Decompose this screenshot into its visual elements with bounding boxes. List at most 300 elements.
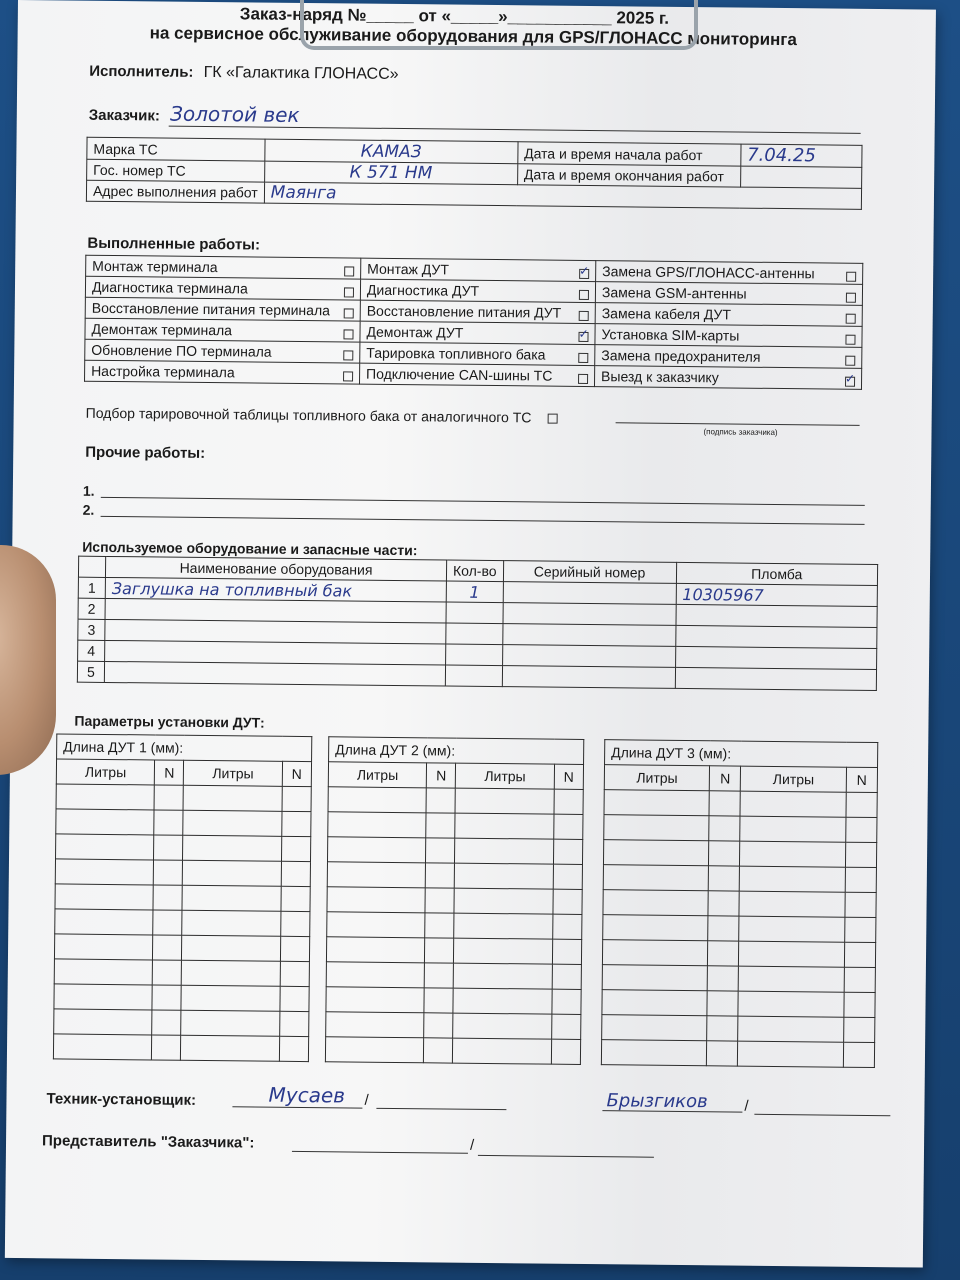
address-value: Маянга [264,182,861,209]
vehicle-table [86,137,863,210]
dut-row [54,984,309,1012]
equipment-serial [503,603,676,626]
works-checkbox[interactable] [578,374,588,384]
works-checkbox[interactable] [344,308,354,318]
dut-cell [601,1040,707,1066]
dut-row [54,959,309,987]
start-label: Дата и время начала работ [518,142,741,166]
dut-cell [325,1037,424,1063]
works-checkbox[interactable] [579,311,589,321]
dut-cell [844,942,876,967]
dut-cell [707,1041,738,1066]
dut-cell [554,814,583,839]
dut-cell [426,788,455,813]
equipment-header-qty: Кол-во [446,560,503,582]
dut-cell [604,790,710,816]
dut-cell [54,934,153,960]
dut-cell [738,1041,844,1067]
dut-cell [740,816,846,842]
dut-cell [553,864,582,889]
works-label: Диагностика терминала [91,278,248,297]
dut-cell [843,1042,875,1067]
dut-cell [182,885,281,911]
works-label: Тарировка топливного бака [366,344,546,363]
works-label: Диагностика ДУТ [366,281,480,299]
equipment-qty: 1 [446,581,503,603]
dut-row [602,1015,875,1043]
dut-cell [425,888,454,913]
dut-cell [326,1012,425,1038]
dut-cell [152,1010,181,1035]
equipment-qty [446,602,503,624]
equipment-num: 5 [77,661,104,682]
dut-cell [425,963,454,988]
dut-cell [281,836,310,861]
dut-row [602,940,875,968]
dut-row [604,815,877,843]
works-checkbox[interactable] [845,356,855,366]
works-cell [595,303,862,327]
dut-cell [282,786,311,811]
dut-row [55,859,310,887]
works-label: Демонтаж ДУТ [366,323,464,341]
dut-cell [551,1039,580,1064]
works-checkbox[interactable] [846,293,856,303]
dut-cell [327,912,426,938]
customer-signature-line [616,422,860,426]
works-cell [360,300,595,323]
dut-cell [153,960,182,985]
dut-cell [454,963,553,989]
clipboard-clip [300,0,698,50]
dut-col-n: N [846,767,878,792]
equipment-seal [676,604,878,627]
dut-row [326,987,581,1015]
dut-cell [602,965,708,991]
dut-row [327,862,582,890]
works-cell [595,282,862,306]
dut-cell [282,811,311,836]
dut-cell [708,916,739,941]
thumb [0,545,56,775]
dut-row [54,934,309,962]
works-checkbox[interactable] [846,272,856,282]
dut-cell [55,884,154,910]
works-label: Демонтаж терминала [91,320,233,339]
works-label: Монтаж ДУТ [367,260,450,278]
equipment-title: Используемое оборудование и запасные части: [82,538,418,559]
dut-row [603,890,876,918]
works-label: Выезд к заказчику [601,368,719,386]
equipment-serial [502,666,675,689]
dut-cell [54,1009,153,1035]
dut-row [56,834,311,862]
works-cell [85,360,360,384]
dut-cell [845,817,877,842]
dut-row [328,787,583,815]
dut-cell [326,937,425,963]
dut-cell [707,991,738,1016]
equipment-serial [503,582,676,605]
works-label: Восстановление питания ДУТ [366,302,562,321]
dut-row [55,909,310,937]
dut-cell [327,837,426,863]
dut-col-litres: Литры [741,766,847,792]
dut-row [328,812,583,840]
dut-table-1 [53,733,312,1062]
dut-cell [739,966,845,992]
dut-col-litres: Литры [184,760,283,786]
dut-cell [181,1010,280,1036]
works-checkbox[interactable] [845,377,855,387]
dut-cell [279,1011,308,1036]
works-cell [594,366,861,390]
dut-cell [425,938,454,963]
dut-cell [602,990,708,1016]
dut-cell [426,838,455,863]
dut-cell [183,810,282,836]
dut-row [327,912,582,940]
dut-cell [153,885,182,910]
works-checkbox[interactable] [579,290,589,300]
works-label: Подключение CAN-шины ТС [366,365,553,384]
dut-cell [554,789,583,814]
dut-cell [603,865,709,891]
works-checkbox[interactable] [343,329,353,339]
dut-cell [54,984,153,1010]
dut-cell [738,991,844,1017]
technician-sign-line [602,1110,742,1112]
other-works-line-2 [101,516,865,525]
dut-cell [152,985,181,1010]
dut-cell [553,839,582,864]
works-label: Замена GPS/ГЛОНАСС-антенны [602,263,815,282]
works-title: Выполненные работы: [87,234,261,254]
dut-title: Параметры установки ДУТ: [74,712,265,731]
technician-sign-decode-line [754,1114,890,1116]
customer-value: Золотой век [169,101,300,127]
works-label: Обновление ПО терминала [91,341,272,360]
dut-cell [552,964,581,989]
equipment-num: 3 [78,619,105,640]
dut-cell [183,860,282,886]
dut-row [603,915,876,943]
works-cell [86,255,361,279]
equipment-seal: 10305967 [676,583,878,606]
works-checkbox[interactable] [343,350,353,360]
dut-cell [280,986,309,1011]
works-label: Монтаж терминала [92,257,218,276]
dut-row [327,887,582,915]
works-cell [359,363,594,386]
tariff-checkbox[interactable] [547,414,557,424]
dut-cell [54,959,153,985]
dut-row [602,965,875,993]
dut-cell [181,1035,280,1061]
works-cell [85,297,360,321]
dut-cell [183,785,282,811]
dut-col-litres: Литры [604,765,710,791]
plate-label: Гос. номер ТС [87,159,265,182]
dut-cell [740,791,846,817]
dut-cell [708,941,739,966]
equipment-qty [445,665,502,687]
dut-cell [552,914,581,939]
dut-cell [739,916,845,942]
customer-rep-decode-line [478,1155,654,1158]
equipment-num: 2 [78,598,105,619]
dut-cell [154,810,183,835]
equipment-name: Заглушка на топливный бак [105,577,446,602]
dut-col-n: N [155,760,184,785]
tariff-label: Подбор тарировочной таблицы топливного бака от аналогичного ТС [85,404,532,426]
equipment-seal [675,646,877,669]
dut-row [326,1012,581,1040]
dut-cell [845,867,877,892]
other-works-title: Прочие работы: [85,443,206,462]
dut-cell [603,840,709,866]
dut-cell [844,992,876,1017]
dut-cell [326,962,425,988]
works-label: Настройка терминала [91,362,235,381]
dut-row [54,1009,309,1037]
dut-table-2 [325,736,584,1065]
equipment-header-serial: Серийный номер [503,561,676,584]
dut-cell [424,1013,453,1038]
other-works-line-1 [101,497,865,506]
works-checkbox[interactable] [344,287,354,297]
dut-col-litres: Литры [456,763,555,789]
equipment-num: 1 [78,577,105,598]
dut-cell [183,835,282,861]
equipment-header-name: Наименование оборудования [105,556,446,581]
dut-cell [426,813,455,838]
dut-cell [552,989,581,1014]
dut-cell [707,966,738,991]
works-cell [596,261,863,285]
dut-row [325,1037,580,1065]
dut-cell [56,809,155,835]
dut-cell [708,866,739,891]
works-cell [360,279,595,302]
dut-row [55,884,310,912]
dut-cell [153,935,182,960]
dut-cell [280,961,309,986]
works-cell [360,321,595,344]
works-cell [85,339,360,363]
plate-value: К 571 НМ [264,161,517,185]
dut-cell [844,917,876,942]
dut-cell [281,886,310,911]
dut-cell [281,861,310,886]
dut-table-3 [601,739,878,1068]
address-label: Адрес выполнения работ [86,180,264,203]
dut-cell [739,941,845,967]
dut-col-n: N [427,763,456,788]
technician-sign: Брызгиков [606,1090,708,1113]
dut-col-n: N [282,761,311,786]
dut-cell [603,915,709,941]
equipment-seal [675,625,877,648]
brand-value: КАМАЗ [265,139,518,164]
dut-cell [602,940,708,966]
dut-cell [279,1036,308,1061]
dut-col-litres: Литры [328,762,427,788]
dut-cell [181,985,280,1011]
customer-label: Заказчик: [88,106,160,125]
header-line-1: Заказ-наряд №_____ от «_____»___________ 2025 г. [239,4,670,28]
equipment-qty [446,644,503,666]
dut-cell [553,889,582,914]
works-checkbox[interactable] [579,269,589,279]
start-value: 7.04.25 [741,144,863,167]
dut-cell [280,911,309,936]
works-label: Замена GSM-антенны [601,284,747,302]
dut-cell [56,834,155,860]
dut-cell [602,1015,708,1041]
dut-table-title: Длина ДУТ 1 (мм): [57,734,312,762]
works-label: Замена предохранителя [601,347,761,365]
dut-col-n: N [554,764,583,789]
works-cell [595,324,862,348]
technician-slash: / [364,1091,369,1109]
end-label: Дата и время окончания работ [517,164,740,187]
works-cell [595,345,862,369]
dut-cell [327,887,426,913]
dut-cell [709,816,740,841]
header-line-2: на сервисное обслуживание оборудования для GPS/ГЛОНАСС мониторинга [149,23,797,50]
equipment-num: 4 [78,640,105,661]
executor-row [89,63,399,84]
dut-row [603,865,876,893]
dut-row [56,809,311,837]
dut-cell [739,891,845,917]
dut-row [601,1040,874,1068]
dut-cell [453,1038,552,1064]
dut-cell [182,960,281,986]
dut-cell [56,784,155,810]
dut-cell [424,988,453,1013]
dut-cell [844,967,876,992]
equipment-table [77,556,878,691]
equipment-serial [502,624,675,647]
dut-col-n: N [710,766,741,791]
dut-cell [328,812,427,838]
dut-row [326,962,581,990]
equipment-qty [446,623,503,645]
dut-cell [55,859,154,885]
equipment-name [104,661,445,686]
dut-row [327,837,582,865]
dut-cell [708,891,739,916]
executor-value: ГК «Галактика ГЛОНАСС» [203,63,399,83]
works-cell [361,258,596,281]
customer-rep-line [292,1151,468,1154]
customer-rep-slash: / [469,1136,475,1154]
dut-cell [454,938,553,964]
works-cell [360,342,595,365]
dut-row [602,990,875,1018]
dut-cell [153,910,182,935]
works-cell [85,276,360,300]
dut-cell [182,910,281,936]
dut-cell [709,791,740,816]
dut-cell [154,835,183,860]
works-cell [85,318,360,342]
work-order-sheet [5,0,936,1268]
dut-cell [454,913,553,939]
dut-cell [426,863,455,888]
dut-cell [843,1017,875,1042]
dut-cell [845,892,877,917]
works-checkbox[interactable] [578,353,588,363]
works-checkbox[interactable] [845,335,855,345]
dut-table-title: Длина ДУТ 2 (мм): [329,737,584,765]
dut-cell [455,788,554,814]
dut-cell [455,863,554,889]
customer-row [89,101,861,135]
works-label: Установка SIM-карты [601,326,740,344]
dut-cell [424,1038,453,1063]
other-works-item-2: 2. [82,501,95,518]
dut-cell [551,1014,580,1039]
dut-cell [326,987,425,1013]
customer-rep-label: Представитель "Заказчика": [41,1132,255,1152]
works-checkbox[interactable] [846,314,856,324]
dut-cell [845,842,877,867]
dut-row [53,1034,308,1062]
dut-cell [740,866,846,892]
equipment-serial [502,645,675,668]
dut-cell [327,862,426,888]
dut-cell [738,1016,844,1042]
dut-cell [604,815,710,841]
other-works-item-1: 1. [82,482,95,499]
dut-cell [328,787,427,813]
dut-cell [154,860,183,885]
dut-row [326,937,581,965]
dut-row [604,790,877,818]
dut-row [56,784,311,812]
works-checkbox[interactable] [343,371,353,381]
technician-decode-line [376,1108,506,1110]
executor-label: Исполнитель: [89,62,194,81]
technician-sign-slash: / [744,1097,749,1115]
dut-cell [707,1016,738,1041]
technician-label: Техник-установщик: [46,1090,197,1109]
dut-cell [280,936,309,961]
end-value [740,166,861,188]
technician-name: Мусаев [268,1082,346,1108]
works-checkbox[interactable] [578,332,588,342]
works-checkbox[interactable] [344,266,354,276]
dut-table-title: Длина ДУТ 3 (мм): [605,740,878,768]
dut-cell [182,935,281,961]
works-table [84,255,863,390]
dut-cell [53,1034,152,1060]
dut-cell [154,785,183,810]
dut-row [603,840,876,868]
dut-cell [846,792,878,817]
dut-cell [552,939,581,964]
signature-caption: (подпись заказчика) [703,427,778,437]
tariff-row [86,405,558,426]
equipment-header-seal: Пломба [676,562,878,585]
dut-cell [55,909,154,935]
dut-cell [455,813,554,839]
dut-col-litres: Литры [56,759,155,785]
dut-cell [453,1013,552,1039]
